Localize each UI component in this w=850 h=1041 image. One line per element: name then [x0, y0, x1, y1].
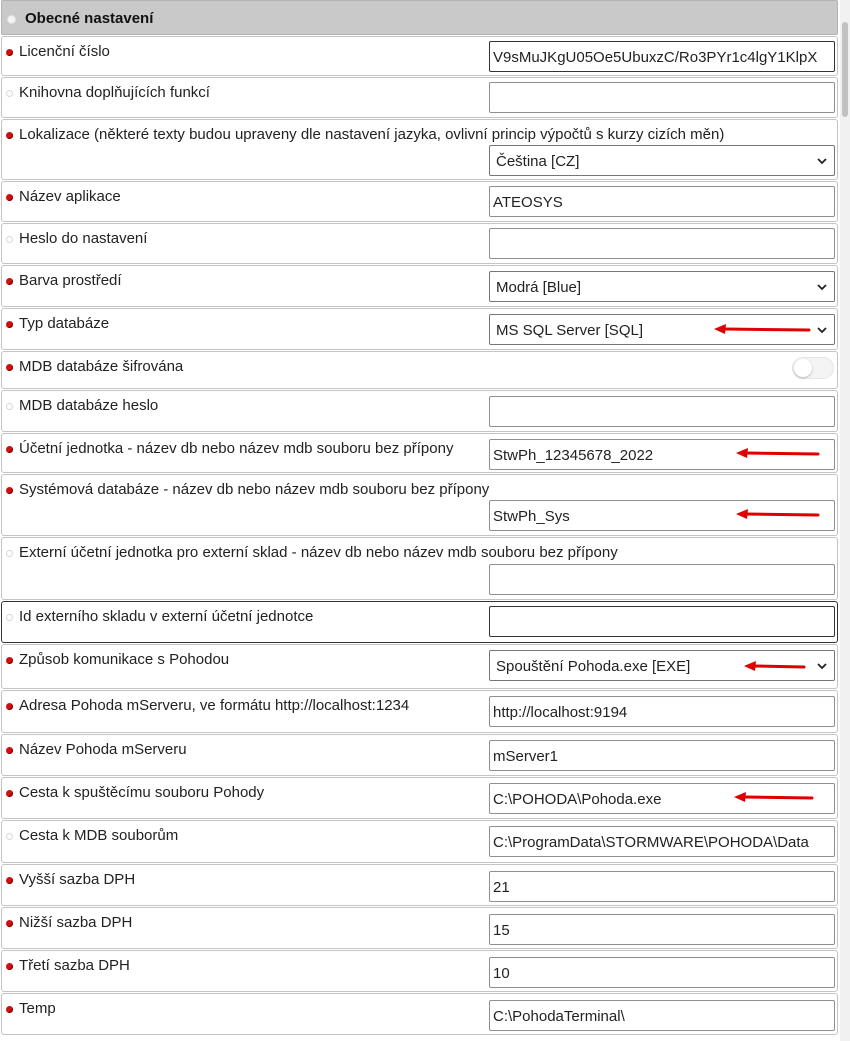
row-vat-third — [1, 950, 838, 992]
optional-dot-icon — [6, 550, 13, 557]
vat-low-input[interactable]: 15 — [489, 914, 835, 945]
required-dot-icon — [6, 703, 13, 710]
row-settings-password — [1, 223, 838, 264]
required-dot-icon — [6, 1006, 13, 1013]
label-localization: Lokalizace (některé texty budou upraveny dle nastavení jazyka, ovlivní princip výpočtů s kurzy cizích měn) — [19, 126, 725, 143]
vat-third-input[interactable]: 10 — [489, 957, 835, 988]
optional-dot-icon — [6, 403, 13, 410]
row-mserver-address — [1, 690, 838, 733]
label-communication: Způsob komunikace s Pohodou — [19, 651, 230, 668]
chevron-down-icon — [817, 326, 827, 334]
required-dot-icon — [6, 194, 13, 201]
settings-password-input[interactable] — [489, 228, 835, 259]
color-scheme-select[interactable] — [489, 271, 835, 302]
section-title: Obecné nastavení — [25, 10, 154, 27]
required-dot-icon — [6, 132, 13, 139]
red-arrow-icon — [712, 323, 812, 335]
label-app-name: Název aplikace — [19, 188, 121, 205]
required-dot-icon — [6, 877, 13, 884]
required-dot-icon — [6, 747, 13, 754]
row-app-name — [1, 181, 838, 222]
accounting-unit-input[interactable]: StwPh_12345678_2022 — [489, 439, 835, 470]
required-dot-icon — [6, 321, 13, 328]
pohoda-exe-input[interactable]: C:\POHODA\Pohoda.exe — [489, 783, 835, 814]
localization-select[interactable] — [489, 145, 835, 176]
label-settings-password: Heslo do nastavení — [19, 230, 148, 247]
red-arrow-icon — [742, 660, 842, 672]
chevron-down-icon — [817, 283, 827, 291]
label-vat-low: Nižší sazba DPH — [19, 914, 133, 931]
db-type-value: MS SQL Server [SQL] — [496, 322, 643, 339]
red-arrow-icon — [734, 447, 834, 459]
optional-dot-icon — [6, 236, 13, 243]
required-dot-icon — [6, 790, 13, 797]
label-pohoda-exe: Cesta k spuštěcímu souboru Pohody — [19, 784, 265, 801]
library-input[interactable] — [489, 82, 835, 113]
mdb-password-input[interactable] — [489, 396, 835, 427]
label-external-warehouse-id: Id externího skladu v externí účetní jednotce — [19, 608, 314, 625]
label-mdb-password: MDB databáze heslo — [19, 397, 159, 414]
row-mserver-name — [1, 734, 838, 776]
row-external-unit — [1, 537, 838, 600]
vertical-scrollbar[interactable] — [840, 0, 850, 1041]
required-dot-icon — [6, 920, 13, 927]
label-vat-third: Třetí sazba DPH — [19, 957, 130, 974]
label-system-db: Systémová databáze - název db nebo název mdb souboru bez přípony — [19, 481, 490, 498]
label-licence: Licenční číslo — [19, 43, 110, 60]
row-vat-low — [1, 907, 838, 949]
required-dot-icon — [6, 487, 13, 494]
system-db-input[interactable]: StwPh_Sys — [489, 500, 835, 531]
row-temp — [1, 993, 838, 1035]
chevron-down-icon — [817, 157, 827, 165]
row-mdb-password — [1, 390, 838, 432]
label-mserver-address: Adresa Pohoda mServeru, ve formátu http://localhost:1234 — [19, 697, 410, 714]
required-dot-icon — [6, 278, 13, 285]
optional-dot-icon — [6, 614, 13, 621]
section-dot-icon — [7, 15, 16, 24]
color-scheme-value: Modrá [Blue] — [496, 279, 582, 296]
row-external-warehouse-id — [1, 601, 838, 643]
optional-dot-icon — [6, 833, 13, 840]
red-arrow-icon — [734, 508, 834, 520]
row-mdb-path — [1, 820, 838, 863]
required-dot-icon — [6, 49, 13, 56]
row-system-db — [1, 474, 838, 536]
external-warehouse-id-input[interactable] — [489, 606, 835, 637]
label-db-type: Typ databáze — [19, 315, 110, 332]
external-unit-input[interactable] — [489, 564, 835, 595]
label-external-unit: Externí účetní jednotka pro externí sklad - název db nebo název mdb souboru bez přípony — [19, 544, 618, 561]
label-mdb-encrypted: MDB databáze šifrována — [19, 358, 184, 375]
mdb-encrypted-toggle[interactable] — [792, 357, 834, 379]
licence-input[interactable]: V9sMuJKgU05Oe5UbuxzC/Ro3PYr1c4lgY1KlpX — [489, 41, 835, 72]
localization-value: Čeština [CZ] — [496, 153, 580, 170]
red-arrow-icon — [732, 791, 832, 803]
section-header — [1, 0, 838, 35]
row-vat-high — [1, 864, 838, 906]
required-dot-icon — [6, 963, 13, 970]
mserver-address-input[interactable]: http://localhost:9194 — [489, 696, 835, 727]
row-localization — [1, 119, 838, 180]
row-communication — [1, 644, 838, 689]
label-color-scheme: Barva prostředí — [19, 272, 122, 289]
label-mserver-name: Název Pohoda mServeru — [19, 741, 187, 758]
mserver-name-input[interactable]: mServer1 — [489, 740, 835, 771]
vat-high-input[interactable]: 21 — [489, 871, 835, 902]
label-vat-high: Vyšší sazba DPH — [19, 871, 136, 888]
required-dot-icon — [6, 446, 13, 453]
mdb-path-input[interactable]: C:\ProgramData\STORMWARE\POHODA\Data — [489, 826, 835, 857]
optional-dot-icon — [6, 90, 13, 97]
row-library — [1, 77, 838, 118]
label-library: Knihovna doplňujících funkcí — [19, 84, 210, 101]
row-accounting-unit — [1, 433, 838, 473]
row-licence — [1, 36, 838, 76]
row-pohoda-exe — [1, 777, 838, 819]
label-mdb-path: Cesta k MDB souborům — [19, 827, 179, 844]
label-accounting-unit: Účetní jednotka - název db nebo název mdb souboru bez přípony — [19, 440, 454, 457]
communication-value: Spouštění Pohoda.exe [EXE] — [496, 658, 691, 675]
required-dot-icon — [6, 364, 13, 371]
label-temp: Temp — [19, 1000, 56, 1017]
row-db-type — [1, 308, 838, 350]
required-dot-icon — [6, 657, 13, 664]
row-mdb-encrypted — [1, 351, 838, 389]
toggle-knob — [794, 359, 812, 377]
app-name-input[interactable]: ATEOSYS — [489, 186, 835, 217]
scrollbar-thumb[interactable] — [842, 22, 848, 117]
temp-input[interactable]: C:\PohodaTerminal\ — [489, 1000, 835, 1031]
row-color-scheme — [1, 265, 838, 307]
